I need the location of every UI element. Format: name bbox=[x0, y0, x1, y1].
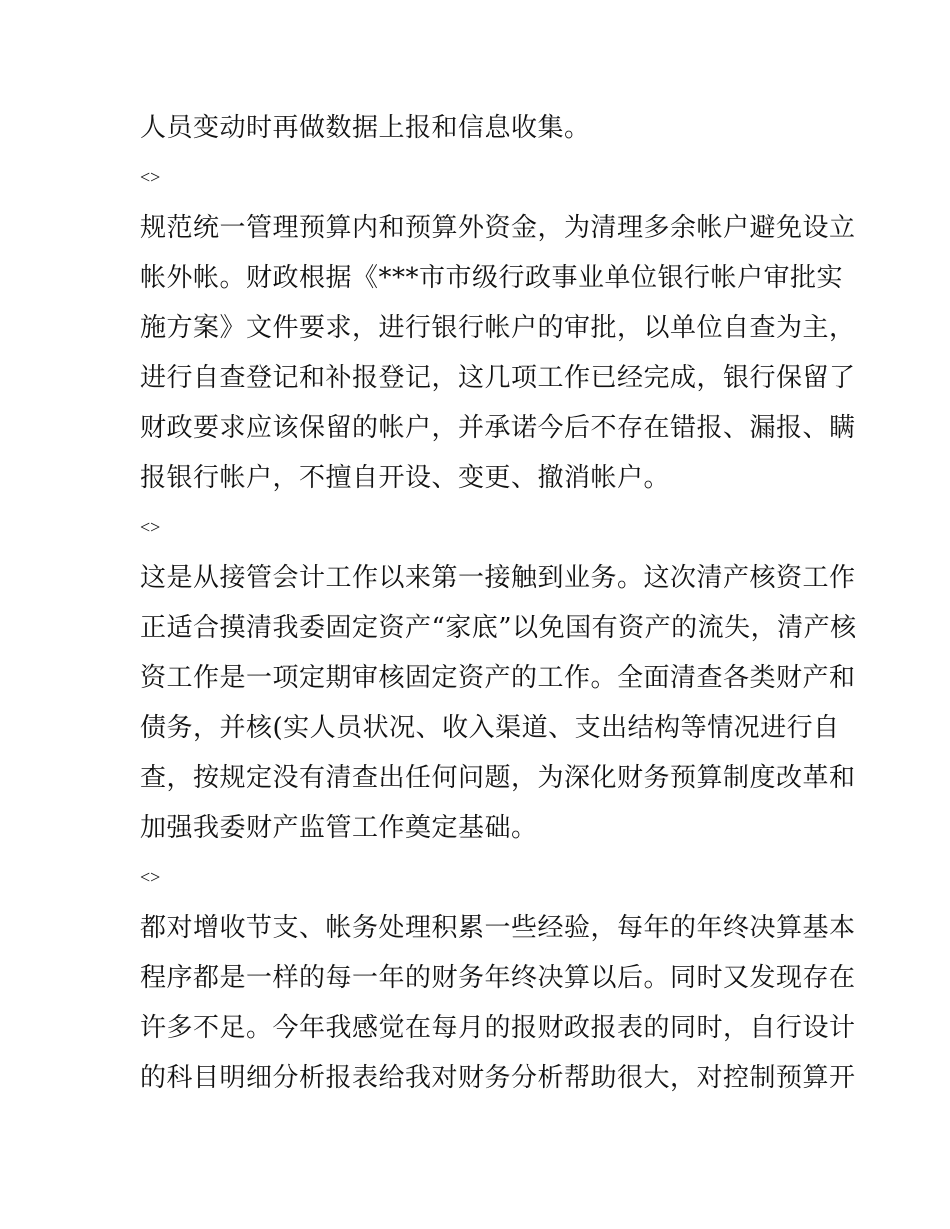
paragraph-line: 报银行帐户，不擅自开设、变更、撤消帐户。 bbox=[140, 463, 671, 493]
section-marker: <> bbox=[140, 167, 161, 187]
section-marker: <> bbox=[140, 867, 161, 887]
paragraph-line: 资工作是一项定期审核固定资产的工作。全面清查各类财产和 bbox=[140, 663, 856, 693]
paragraph-line: 财政要求应该保留的帐户，并承诺今后不存在错报、漏报、瞒 bbox=[140, 413, 856, 443]
paragraph-line: 债务，并核(实人员状况、收入渠道、支出结构等情况进行自 bbox=[140, 713, 840, 743]
paragraph-line: 帐外帐。财政根据《***市市级行政事业单位银行帐户审批实 bbox=[140, 263, 844, 293]
paragraph-line: 程序都是一样的每一年的财务年终决算以后。同时又发现存在 bbox=[140, 963, 856, 993]
paragraph-line: 进行自查登记和补报登记，这几项工作已经完成，银行保留了 bbox=[140, 363, 856, 393]
paragraph-line: 施方案》文件要求，进行银行帐户的审批，以单位自查为主， bbox=[140, 313, 856, 343]
paragraph-line: 的科目明细分析报表给我对财务分析帮助很大，对控制预算开 bbox=[140, 1063, 856, 1093]
document-body bbox=[140, 103, 857, 1103]
paragraph-line: 这是从接管会计工作以来第一接触到业务。这次清产核资工作 bbox=[140, 563, 856, 593]
paragraph-line: 规范统一管理预算内和预算外资金，为清理多余帐户避免设立 bbox=[140, 213, 856, 243]
paragraph-line: 加强我委财产监管工作奠定基础。 bbox=[140, 813, 538, 843]
paragraph-line: 都对增收节支、帐务处理积累一些经验，每年的年终决算基本 bbox=[140, 913, 856, 943]
section-marker: <> bbox=[140, 517, 161, 537]
paragraph-line: 许多不足。今年我感觉在每月的报财政报表的同时，自行设计 bbox=[140, 1013, 856, 1043]
paragraph-line: 正适合摸清我委固定资产“家底”以免国有资产的流失，清产核 bbox=[140, 613, 857, 643]
paragraph-line: 查，按规定没有清查出任何问题，为深化财务预算制度改革和 bbox=[140, 763, 856, 793]
paragraph-line: 人员变动时再做数据上报和信息收集。 bbox=[140, 113, 591, 143]
